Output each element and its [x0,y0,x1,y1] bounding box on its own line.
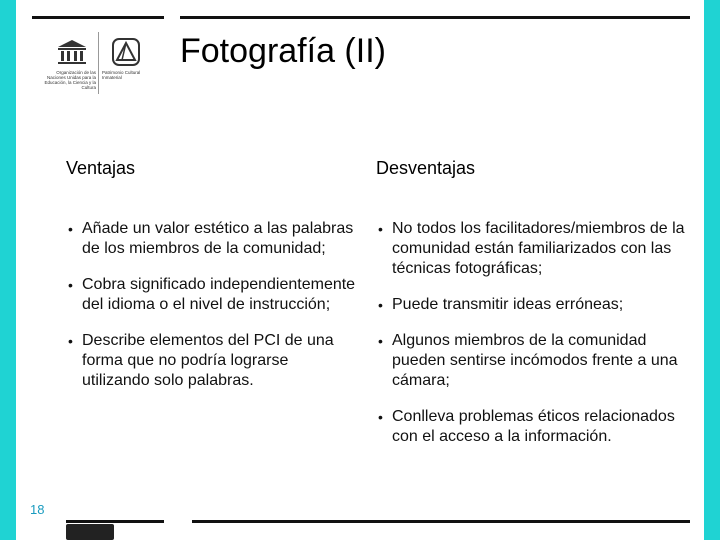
list-item [66,219,356,259]
list-item-text: Describe elementos del PCI de una forma que no podría lograrse utilizando solo palabras. [82,332,334,389]
bullet-icon: • [68,333,73,349]
page-number: 18 [30,502,45,517]
list-item [376,331,686,391]
list-item [66,331,356,391]
disadvantages-column [376,158,686,463]
bullet-icon: • [378,297,383,313]
top-rule-left [32,16,164,19]
logo-divider [98,32,99,94]
unesco-logo [36,30,156,96]
ich-triangle-icon [112,38,140,66]
disadvantages-list [376,219,686,447]
list-item-text: Puede transmitir ideas erróneas; [392,296,624,313]
bullet-icon: • [378,333,383,349]
list-item [376,295,686,315]
slide [16,0,704,540]
ich-caption: Patrimonio Cultural Inmaterial [102,70,141,80]
list-item-text: Cobra significado independientemente del idioma o el nivel de instrucción; [82,276,356,313]
list-item-text: No todos los facilitadores/miembros de la comunidad están familiarizados con las técnicas fotográficas; [392,220,685,277]
unesco-temple-icon [56,38,88,66]
bullet-icon: • [68,221,73,237]
slide-title: Fotografía (II) [180,32,386,70]
list-item-text: Añade un valor estético a las palabras de los miembros de la comunidad; [82,220,354,257]
bottom-rule-right [192,520,690,523]
list-item [376,407,686,447]
advantages-list [66,219,356,391]
list-item [66,275,356,315]
advantages-heading: Ventajas [66,158,136,178]
bullet-icon: • [378,409,383,425]
list-item-text: Algunos miembros de la comunidad pueden sentirse incómodos frente a una cámara; [392,332,678,389]
bottom-rule-left [66,520,164,523]
bullet-icon: • [68,277,73,293]
cc-license-icon [66,524,114,540]
list-item [376,219,686,279]
top-rule-right [180,16,690,19]
list-item-text: Conlleva problemas éticos relacionados con el acceso a la información. [392,408,675,445]
unesco-caption: Organización de las Naciones Unidas para la Educación, la Ciencia y la Cultura [44,70,96,90]
advantages-column [66,158,356,407]
disadvantages-heading: Desventajas [376,158,476,178]
bullet-icon: • [378,221,383,237]
